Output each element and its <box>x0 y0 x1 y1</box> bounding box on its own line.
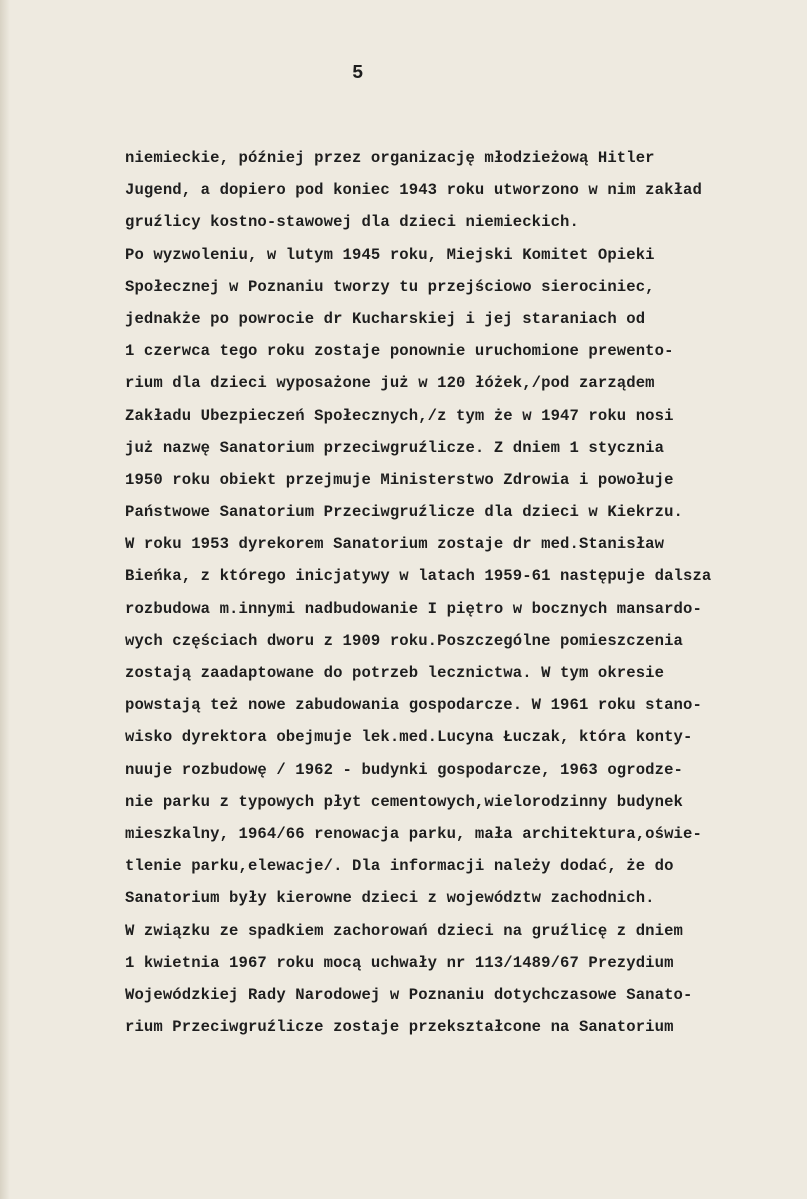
text-line: 1950 roku obiekt przejmuje Ministerstwo Zdrowia i powołuje <box>125 470 674 489</box>
text-line: wych częściach dworu z 1909 roku.Poszczególne pomieszczenia <box>125 631 684 650</box>
text-line: Bieńka, z którego inicjatywy w latach 1959-61 następuje dalsza <box>125 567 712 586</box>
text-line: Sanatorium były kierowne dzieci z województw zachodnich. <box>125 889 655 908</box>
text-line: rium Przeciwgruźlicze zostaje przekształcone na Sanatorium <box>125 1018 674 1037</box>
text-line: Państwowe Sanatorium Przeciwgruźlicze dla dzieci w Kiekrzu. <box>125 503 684 522</box>
text-line: powstają też nowe zabudowania gospodarcze. W 1961 roku stano- <box>125 696 702 715</box>
text-line: mieszkalny, 1964/66 renowacja parku, mała architektura,oświe- <box>125 824 702 843</box>
text-line: nuuje rozbudowę / 1962 - budynki gospodarcze, 1963 ogrodze- <box>125 760 684 779</box>
text-line: już nazwę Sanatorium przeciwgruźlicze. Z dniem 1 stycznia <box>125 438 665 457</box>
text-line: gruźlicy kostno-stawowej dla dzieci niemieckich. <box>125 213 579 232</box>
text-line: zostają zaadaptowane do potrzeb lecznictwa. W tym okresie <box>125 664 665 682</box>
text-line: wisko dyrektora obejmuje lek.med.Lucyna Łuczak, która konty- <box>125 728 693 747</box>
text-line: tlenie parku,elewacje/. Dla informacji należy dodać, że do <box>125 857 674 876</box>
text-line: Społecznej w Poznaniu tworzy tu przejściowo sierociniec, <box>125 277 655 296</box>
text-line: rium dla dzieci wyposażone już w 120 łóżek,/pod zarządem <box>125 374 655 393</box>
text-line: Po wyzwoleniu, w lutym 1945 roku, Miejski Komitet Opieki <box>125 245 655 264</box>
text-line: Jugend, a dopiero pod koniec 1943 roku utworzono w nim zakład <box>125 181 702 200</box>
text-line: nie parku z typowych płyt cementowych,wielorodzinny budynek <box>125 792 684 811</box>
text-line: W roku 1953 dyrekorem Sanatorium zostaje dr med.Stanisław <box>125 535 665 554</box>
text-line: 1 czerwca tego roku zostaje ponownie uruchomione prewento- <box>125 342 674 361</box>
text-line: 1 kwietnia 1967 roku mocą uchwały nr 113/1489/67 Prezydium <box>125 953 674 972</box>
text-line: rozbudowa m.innymi nadbudowanie I piętro w bocznych mansardo- <box>125 599 702 618</box>
text-line: W związku ze spadkiem zachorowań dzieci na gruźlicę z dniem <box>125 921 684 940</box>
text-line: niemieckie, później przez organizację młodzieżową Hitler <box>125 149 655 167</box>
text-line: jednakże po powrocie dr Kucharskiej i jej staraniach od <box>125 309 646 328</box>
body-text <box>125 142 807 1043</box>
text-line: Zakładu Ubezpieczeń Społecznych,/z tym że w 1947 roku nosi <box>125 406 674 425</box>
text-line: Wojewódzkiej Rady Narodowej w Poznaniu dotychczasowe Sanato- <box>125 985 693 1004</box>
page-number: 5 <box>352 62 364 84</box>
